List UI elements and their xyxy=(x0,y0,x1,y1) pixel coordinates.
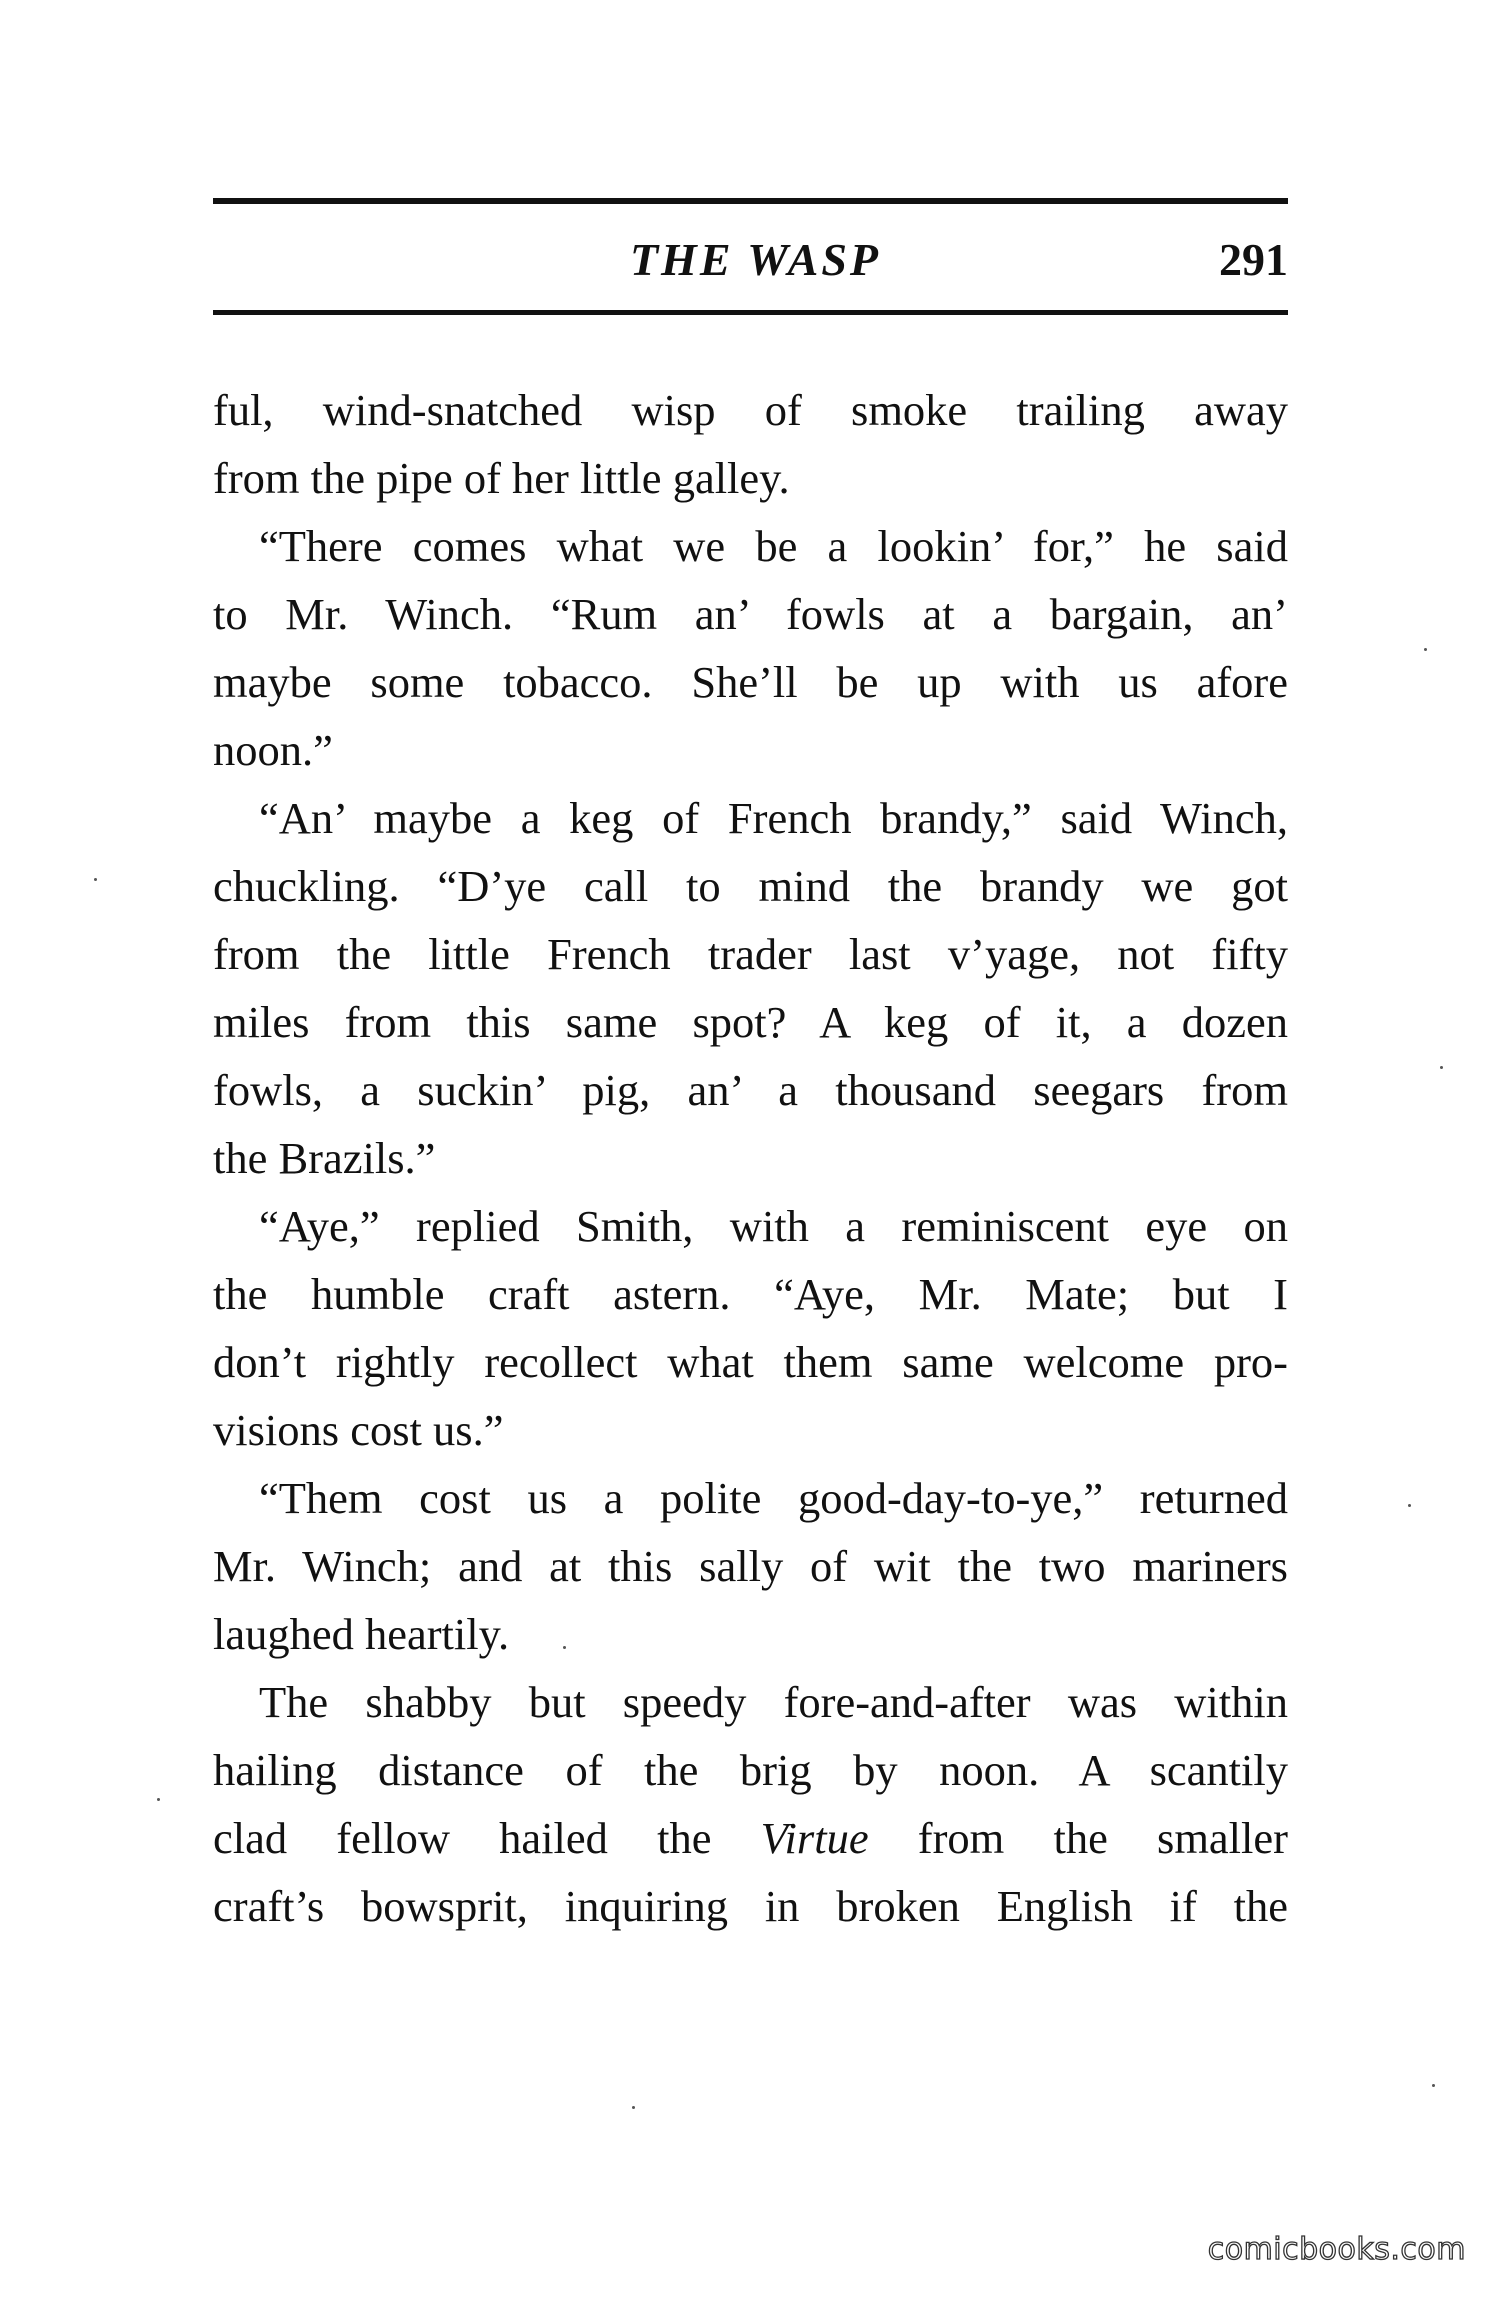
text-line: craft’s bowsprit, inquiring in broken English if the xyxy=(213,1881,1288,1931)
header-rule-bottom xyxy=(213,310,1288,315)
text-line xyxy=(213,1804,1288,1872)
text-line: laughed heartily. xyxy=(213,1609,510,1659)
text-line: don’t rightly recollect what them same welcome pro- xyxy=(213,1337,1288,1387)
scan-speck xyxy=(157,1798,160,1801)
text-line: maybe some tobacco. She’ll be up with us afore xyxy=(213,657,1288,707)
text-line: “There comes what we be a lookin’ for,” he said xyxy=(259,521,1288,571)
running-title: THE WASP xyxy=(629,234,882,285)
text-line: from the pipe of her little galley. xyxy=(213,453,790,503)
text-line: The shabby but speedy fore-and-after was within xyxy=(259,1677,1288,1727)
text-line: ful, wind-snatched wisp of smoke trailing away xyxy=(213,385,1288,435)
text-line: the Brazils.” xyxy=(213,1133,436,1183)
scan-speck xyxy=(1424,648,1427,651)
running-head xyxy=(213,230,1288,290)
text-line: from the little French trader last v’yage, not fifty xyxy=(213,929,1288,979)
scan-speck xyxy=(1408,1504,1411,1507)
text-fragment: from the smaller xyxy=(868,1813,1288,1863)
scan-speck xyxy=(1440,1066,1443,1069)
watermark: comicbooks.com xyxy=(1207,2232,1466,2267)
text-line: fowls, a suckin’ pig, an’ a thousand seegars from xyxy=(213,1065,1288,1115)
scan-speck xyxy=(94,878,97,881)
ship-name-italic: Virtue xyxy=(760,1813,869,1863)
text-line: Mr. Winch; and at this sally of wit the two mariners xyxy=(213,1541,1288,1591)
text-line: miles from this same spot? A keg of it, a dozen xyxy=(213,997,1288,1047)
scan-speck xyxy=(1432,2084,1435,2087)
body-text xyxy=(213,376,1288,1940)
text-line: “An’ maybe a keg of French brandy,” said Winch, xyxy=(259,793,1288,843)
text-line: the humble craft astern. “Aye, Mr. Mate; but I xyxy=(213,1269,1288,1319)
header-rule-top xyxy=(213,198,1288,204)
scan-speck xyxy=(632,2106,635,2109)
text-line: noon.” xyxy=(213,725,333,775)
text-line: visions cost us.” xyxy=(213,1405,504,1455)
text-line: chuckling. “D’ye call to mind the brandy we got xyxy=(213,861,1288,911)
text-line: “Aye,” replied Smith, with a reminiscent eye on xyxy=(259,1201,1288,1251)
text-line: “Them cost us a polite good-day-to-ye,” returned xyxy=(259,1473,1288,1523)
text-fragment: clad fellow hailed the xyxy=(213,1813,761,1863)
scan-speck xyxy=(563,1646,566,1649)
text-line: to Mr. Winch. “Rum an’ fowls at a bargain, an’ xyxy=(213,589,1288,639)
text-line: hailing distance of the brig by noon. A scantily xyxy=(213,1745,1288,1795)
page-number: 291 xyxy=(1219,234,1288,285)
